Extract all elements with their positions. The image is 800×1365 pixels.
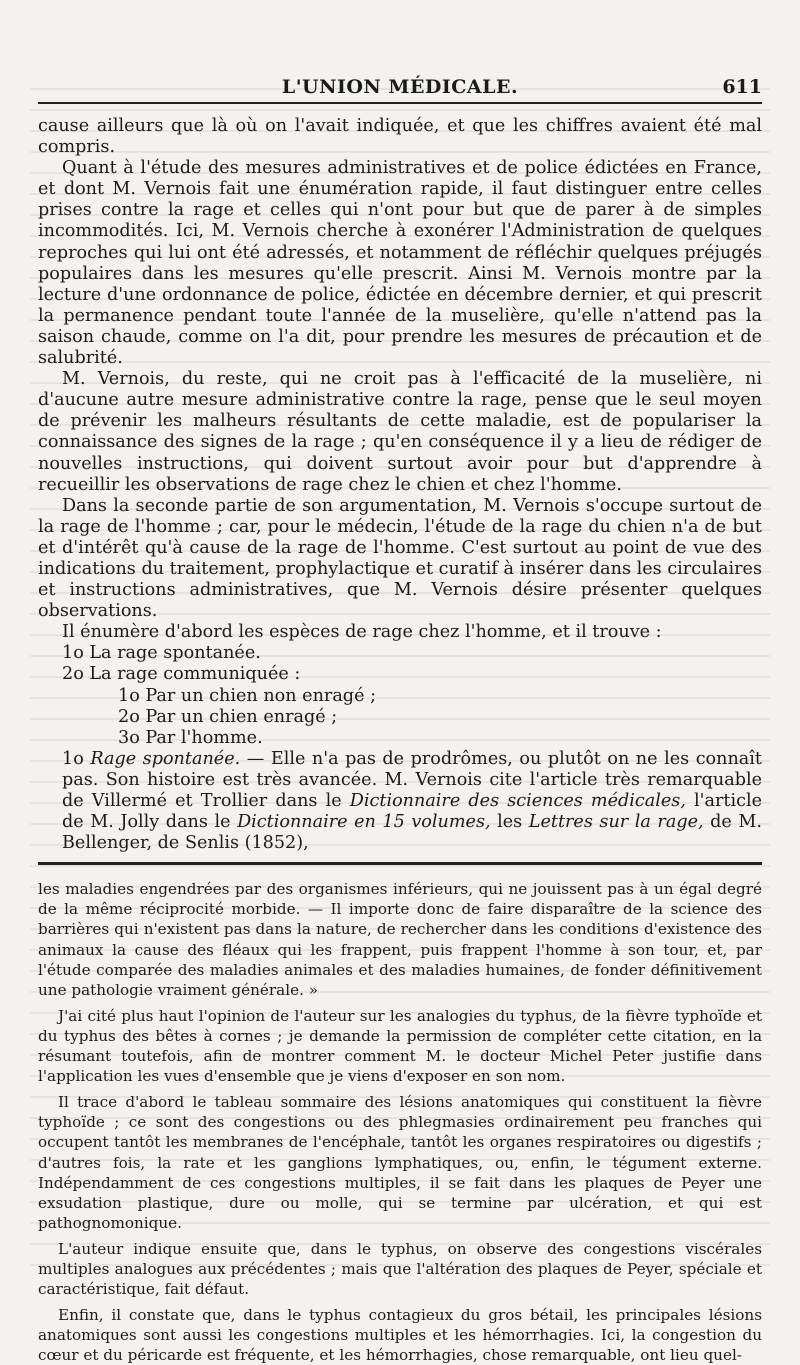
feuilleton-text (38, 879, 762, 1365)
footnote-separator (38, 862, 762, 865)
paragraph: Il énumère d'abord les espèces de rage chez l'homme, et il trouve : (62, 622, 662, 643)
italic-term: Rage spontanée. (90, 748, 241, 769)
footnote-paragraph: Enfin, il constate que, dans le typhus contagieux du gros bétail, les principales lésions anatomiques sont aussi les congestions multiples et les hémorrhagies. Ici, la congestion du cœur et du péricarde est fréquente, et les hémorrhagies, chose remarquable, ont lieu quel- (38, 1306, 762, 1365)
footnote-paragraph: J'ai cité plus haut l'opinion de l'auteur sur les analogies du typhus, de la fièvre typhoïde et du typhus des bêtes à cornes ; je demande la permission de compléter cette citation, en la résumant toutefois, afin de montrer comment M. le docteur Michel Peter justifie dans l'application les vues d'ensemble que je viens d'exposer en son nom. (38, 1006, 762, 1086)
page-header (38, 72, 762, 100)
footnote-paragraph: les maladies engendrées par des organismes inférieurs, qui ne jouissent pas à un égal degré de la même réciprocité morbide. — Il importe donc de faire disparaître de la science des barrières qui n'existent pas dans la nature, de rechercher dans les conditions d'existence des animaux la cause des fléaux qui les frappent, puis frappent l'homme à son tour, et, par l'étude comparée des maladies animales et des maladies humaines, de fonder définitivement une pathologie vraiment générale. » (38, 880, 762, 999)
sub-list-item: 3o Par l'homme. (118, 727, 263, 748)
header-rule (38, 102, 762, 104)
footnote-paragraph: L'auteur indique ensuite que, dans le typhus, on observe des congestions viscérales multiples analogues aux précédentes ; mais que l'altération des plaques de Peyer, spéciale et caractéristique, fait défaut. (38, 1239, 762, 1299)
main-text (38, 116, 762, 854)
section-paragraph: 1o Rage spontanée. — Elle n'a pas de prodrômes, ou plutôt on ne les connaît pas. Son histoire est très avancée. M. Vernois cite l'article très remarquable de Villermé et Trollier dans le Dictionnaire des sciences médicales, l'article de M. Jolly dans le Dictionnaire en 15 volumes, les Lettres sur la rage, de M. Bellenger, de Senlis (1852), (62, 748, 763, 854)
footnote-paragraph: Il trace d'abord le tableau sommaire des lésions anatomiques qui constituent la fièvre typhoïde ; ce sont des congestions ou des phlegmasies ordinairement peu franches qui occupent tantôt les membranes de l'encéphale, tantôt les organes respiratoires ou digestifs ; d'autres fois, la rate et les ganglions lymphatiques, ou, enfin, le tégument externe. Indépendamment de ces congestions multiples, il se fait dans les plaques de Peyer une exsudation plastique, dure ou molle, qui se termine par ulcération, et qui est pathognomonique. (38, 1093, 762, 1232)
sub-list-item: 2o Par un chien enragé ; (118, 706, 338, 727)
page-number: 611 (722, 76, 762, 98)
italic-title: Dictionnaire en 15 volumes, (237, 812, 491, 833)
paragraph: cause ailleurs que là où on l'avait indiquée, et que les chiffres avaient été mal compris. (38, 116, 762, 158)
italic-title: Lettres sur la rage, (528, 812, 704, 833)
sub-list-item: 1o Par un chien non enragé ; (118, 685, 377, 706)
running-head: L'UNION MÉDICALE. (281, 76, 519, 98)
italic-title: Dictionnaire des sciences médicales, (349, 791, 686, 811)
list-item: 1o La rage spontanée. (62, 643, 261, 664)
paragraph: Dans la seconde partie de son argumentation, M. Vernois s'occupe surtout de la rage de l'homme ; car, pour le médecin, l'étude de la rage du chien n'a de but et d'intérêt qu'à cause de la rage de l'homme. C'est surtout au point de vue des indications du traitement, prophylactique et curatif à insérer dans les circulaires et instructions administratives, que M. Vernois désire présenter quelques observations. (38, 495, 762, 622)
list-item: 2o La rage communiquée : (62, 664, 301, 685)
paragraph: Quant à l'étude des mesures administratives et de police édictées en France, et dont M. Vernois fait une énumération rapide, il faut distinguer entre celles prises contre la rage et celles qui n'ont pour but que de parer à de simples incommodités. Ici, M. Vernois cherche à exonérer l'Administration de quelques reproches qui lui ont été adressés, et notamment de réfléchir quelques préjugés populaires dans les mesures qu'elle prescrit. Ainsi M. Vernois montre par la lecture d'une ordonnance de police, édictée en décembre dernier, et qui prescrit la permanence pendant toute l'année de la muselière, qu'elle n'attend pas la saison chaude, comme on l'a dit, pour prendre les mesures de précaution et de salubrité. (38, 158, 762, 369)
paragraph: M. Vernois, du reste, qui ne croit pas à l'efficacité de la muselière, ni d'aucune autre mesure administrative contre la rage, pense que le seul moyen de prévenir les malheurs résultants de cette maladie, est de populariser la connaissance des signes de la rage ; qu'en conséquence il y a lieu de rédiger de nouvelles instructions, qui doivent surtout avoir pour but d'apprendre à recueillir les observations de rage chez le chien et chez l'homme. (38, 369, 762, 495)
page (38, 72, 762, 1365)
